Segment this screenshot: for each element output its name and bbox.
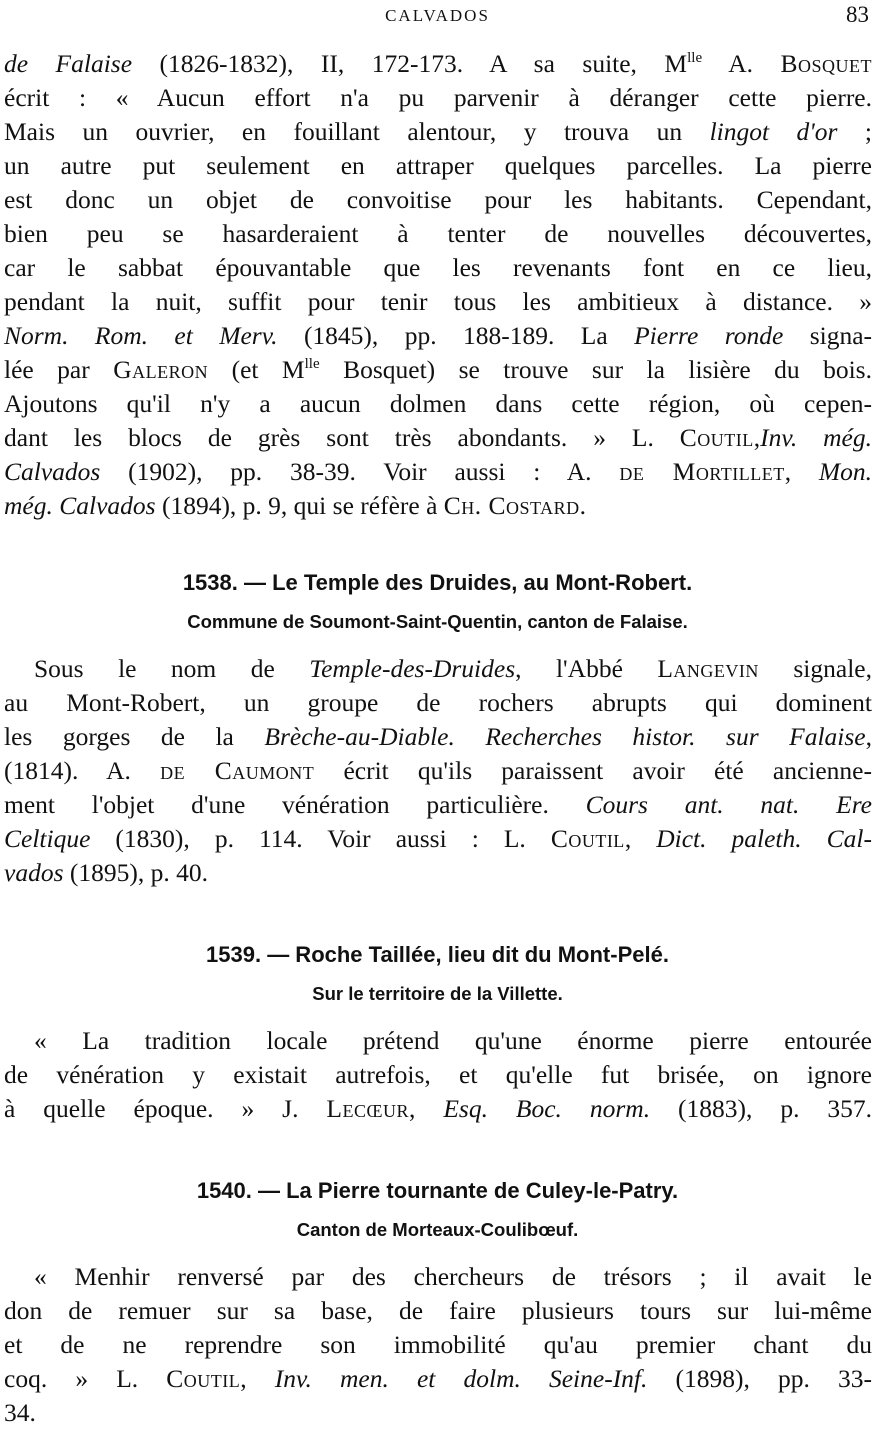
text-line: pendant la nuit, suffit pour tenir tous les ambitieux à distance. » (4, 287, 872, 316)
text-line: Sous le nom de Temple-des-Druides, l'Abbé Langevin signale, (34, 654, 872, 683)
text-line: dant les blocs de grès sont très abondants. » L. Coutil,Inv. még. (4, 423, 872, 452)
text-line: à quelle époque. » J. Lecœur, Esq. Boc. norm. (1883), p. 357. (4, 1094, 873, 1123)
entry-1540-subtitle: Canton de Morteaux-Coulibœuf. (296, 1219, 579, 1240)
text-line: Celtique (1830), p. 114. Voir aussi : L. Coutil, Dict. paleth. Cal- (4, 824, 872, 853)
entry-1538-title: 1538. — Le Temple des Druides, au Mont-Robert. (182, 570, 693, 595)
text-line: don de remuer sur sa base, de faire plusieurs tours sur lui-même (4, 1296, 872, 1325)
text-line: et de ne reprendre son immobilité qu'au premier chant du (4, 1330, 872, 1359)
entry-1539-subtitle: Sur le territoire de la Villette. (312, 983, 563, 1004)
text-line: un autre put seulement en attraper quelques parcelles. La pierre (4, 151, 872, 180)
running-head (0, 2, 875, 30)
text-line: de Falaise (1826-1832), II, 172-173. A sa suite, $M^{lle}$ A. Bosquet (4, 49, 872, 78)
page-number: 83 (846, 2, 869, 27)
text-line: Calvados (1902), pp. 38-39. Voir aussi : A. de Mortillet, Mon. (4, 457, 873, 486)
text-line: vados (1895), p. 40. (4, 858, 208, 887)
text-line: még. Calvados (1894), p. 9, qui se réfère à Ch. Costard. (4, 491, 586, 520)
text-line: de vénération y existait autrefois, et qu'elle fut brisée, on ignore (4, 1060, 872, 1089)
text-line: (1814). A. de Caumont écrit qu'ils paraissent avoir été ancienne- (4, 756, 872, 785)
entry-1538-text (4, 652, 872, 890)
text-line: « La tradition locale prétend qu'une énorme pierre entourée (34, 1026, 872, 1055)
running-title: CALVADOS (385, 6, 490, 25)
text-line: est donc un objet de convoitise pour les habitants. Cependant, (4, 185, 872, 214)
entry-1540-text (4, 1260, 872, 1430)
entry-1538-subtitle: Commune de Soumont-Saint-Quentin, canton de Falaise. (187, 611, 688, 632)
text-line: au Mont-Robert, un groupe de rochers abrupts qui dominent (4, 688, 872, 717)
text-line: « Menhir renversé par des chercheurs de trésors ; il avait le (34, 1262, 872, 1291)
text-line: car le sabbat épouvantable que les revenants font en ce lieu, (4, 253, 872, 282)
entry-1539-title: 1539. — Roche Taillée, lieu dit du Mont-Pelé. (206, 942, 669, 967)
text-line: Ajoutons qu'il n'y a aucun dolmen dans cette région, où cepen- (4, 389, 872, 418)
text-line: coq. » L. Coutil, Inv. men. et dolm. Seine-Inf. (1898), pp. 33- (4, 1364, 873, 1393)
text-line: lée par Galeron (et $M^{lle}$ Bosquet) se trouve sur la lisière du bois. (4, 355, 872, 384)
continued-paragraph (4, 47, 872, 523)
text-line: écrit : « Aucun effort n'a pu parvenir à déranger cette pierre. (4, 83, 872, 112)
entry-1539-text (4, 1024, 872, 1126)
text-line: les gorges de la Brèche-au-Diable. Recherches histor. sur Falaise, (4, 722, 872, 751)
text-line: Mais un ouvrier, en fouillant alentour, y trouva un lingot d'or ; (4, 117, 872, 146)
text-line: ment l'objet d'une vénération particulière. Cours ant. nat. Ere (4, 790, 872, 819)
text-line: Norm. Rom. et Merv. (1845), pp. 188-189. La Pierre ronde signa- (4, 321, 873, 350)
text-line: 34. (4, 1398, 36, 1427)
entry-1540-title: 1540. — La Pierre tournante de Culey-le-Patry. (196, 1178, 679, 1203)
text-line: bien peu se hasarderaient à tenter de nouvelles découvertes, (4, 219, 872, 248)
